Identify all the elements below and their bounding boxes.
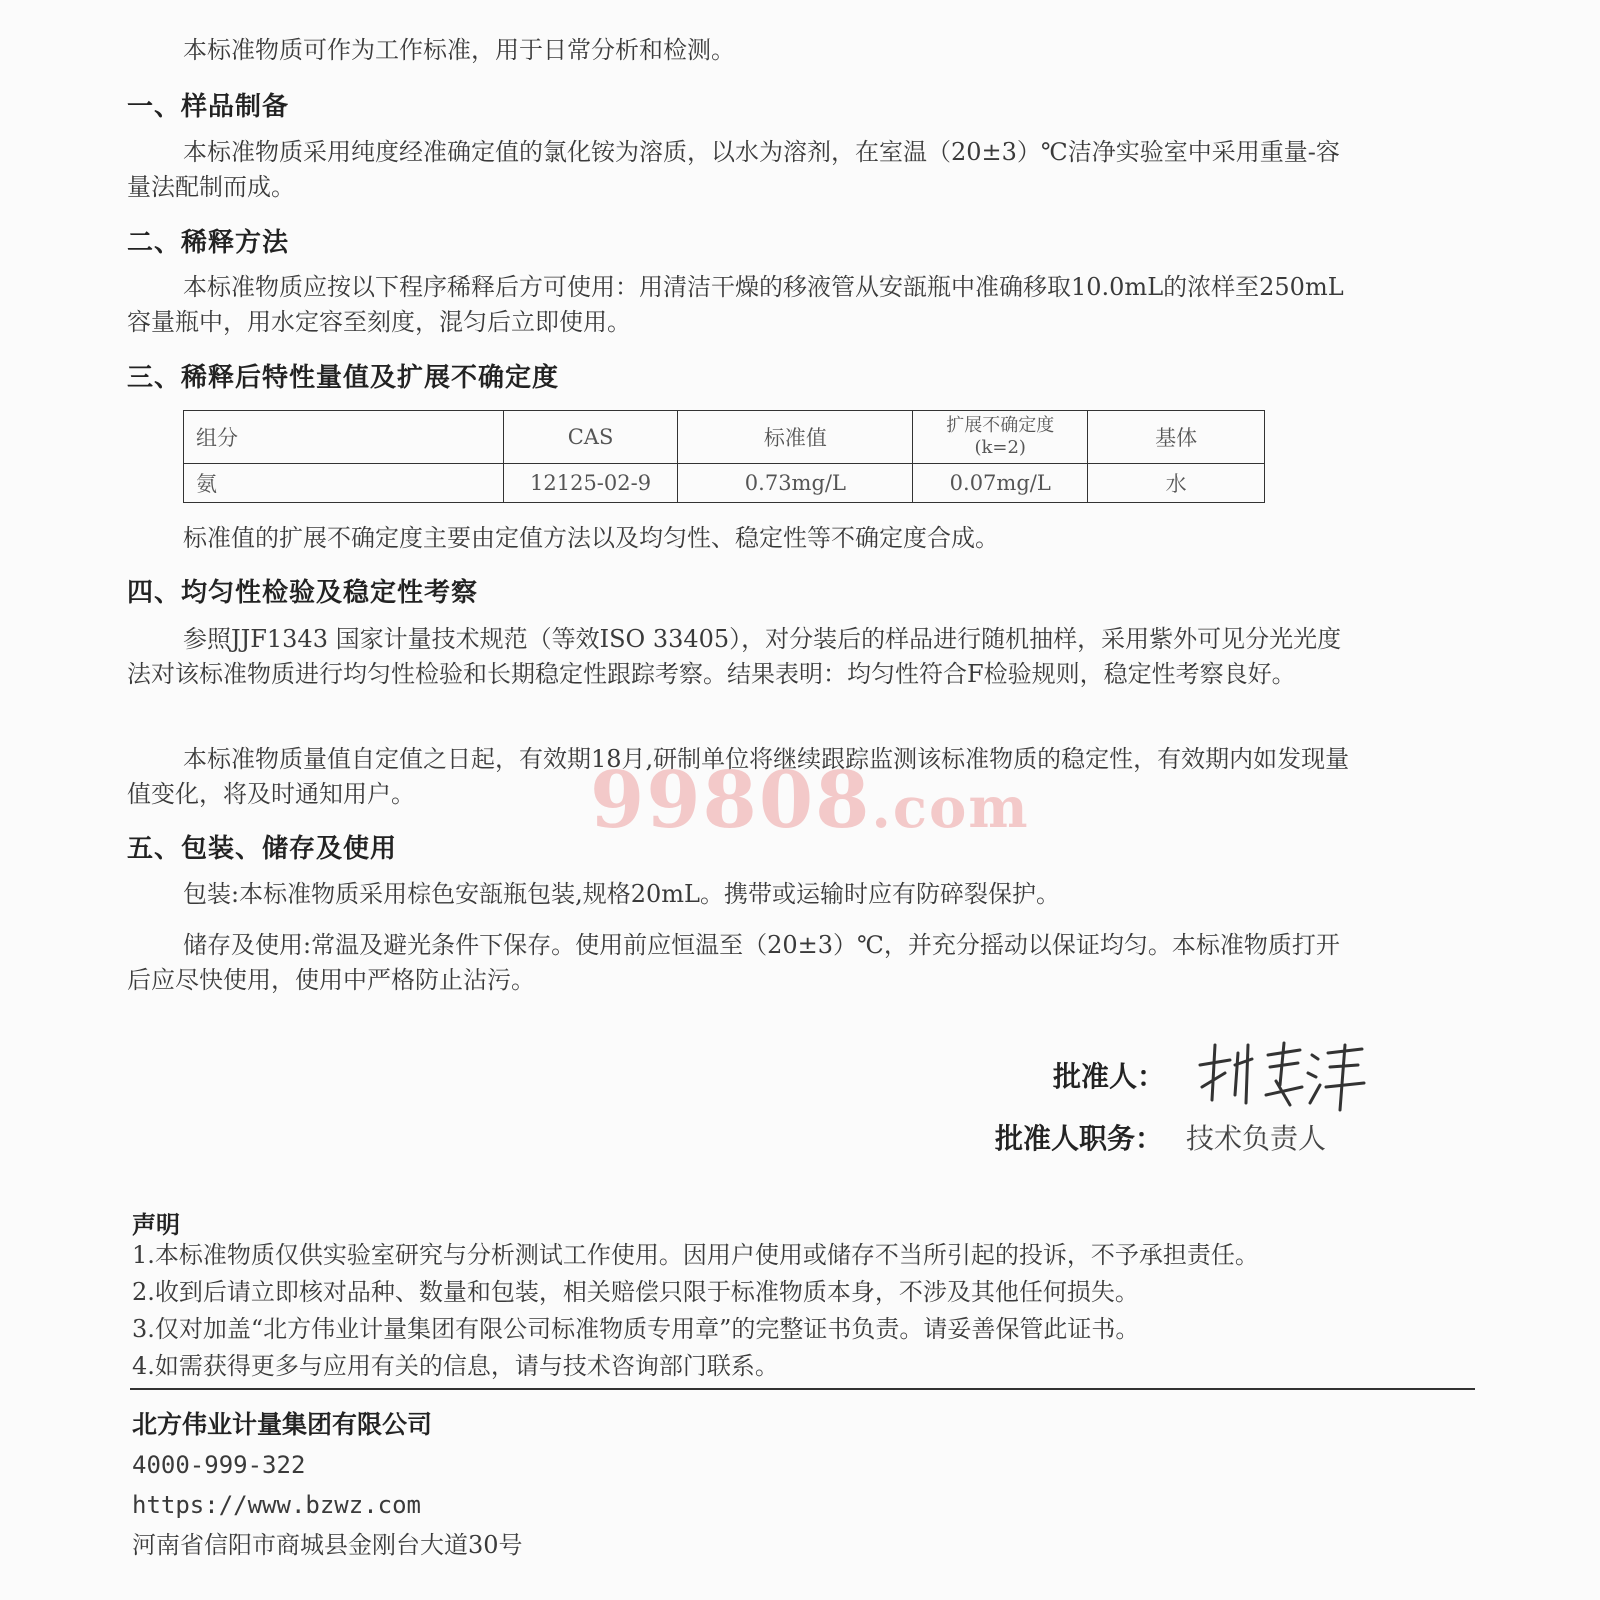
section-heading-2: 二、稀释方法 <box>127 228 290 258</box>
cell-value: 0.73mg/L <box>678 464 913 503</box>
declaration-title: 声明 <box>132 1211 180 1239</box>
declaration-item-1: 1.本标准物质仅供实验室研究与分析测试工作使用。因用户使用或储存不当所引起的投诉，不予承担责任。 <box>132 1241 1259 1269</box>
position-label: 批准人职务： <box>995 1122 1164 1155</box>
section-heading-4: 四、均匀性检验及稳定性考察 <box>127 578 479 608</box>
cell-uncertainty: 0.07mg/L <box>913 464 1088 503</box>
footer-divider <box>130 1388 1475 1390</box>
header-uncertainty-label: 扩展不确定度 <box>946 415 1055 436</box>
table-row <box>184 464 1265 503</box>
header-cas: CAS <box>503 411 678 464</box>
section-3-note: 标准值的扩展不确定度主要由定值方法以及均匀性、稳定性等不确定度合成。 <box>183 524 999 552</box>
section-4-paragraph-1: 参照JJF1343 国家计量技术规范（等效ISO 33405），对分装后的样品进行随机抽样，采用紫外可见分光光度法对该标准物质进行均匀性检验和长期稳定性跟踪考察。结果表明：均匀性符合F检验规则，稳定性考察良好。 <box>127 625 1342 688</box>
property-value-table <box>183 410 1265 503</box>
watermark-suffix: .com <box>871 775 1030 841</box>
section-heading-1: 一、样品制备 <box>127 92 290 122</box>
section-heading-5: 五、包装、储存及使用 <box>127 834 398 864</box>
header-component: 组分 <box>184 411 504 464</box>
position-value: 技术负责人 <box>1186 1122 1327 1155</box>
website-link[interactable]: https://www.bzwz.com <box>132 1491 421 1519</box>
intro-text: 本标准物质可作为工作标准，用于日常分析和检测。 <box>183 36 735 64</box>
section-1-paragraph: 本标准物质采用纯度经准确定值的氯化铵为溶质，以水为溶剂，在室温（20±3）℃洁净实验室中采用重量-容量法配制而成。 <box>127 138 1340 201</box>
header-value: 标准值 <box>678 411 913 464</box>
section-heading-3: 三、稀释后特性量值及扩展不确定度 <box>127 363 560 393</box>
header-uncertainty <box>913 411 1088 464</box>
header-matrix: 基体 <box>1088 411 1265 464</box>
watermark-digits: 99808 <box>590 755 872 846</box>
company-name: 北方伟业计量集团有限公司 <box>132 1410 433 1439</box>
header-uncertainty-k: (k=2) <box>974 437 1026 458</box>
table-header-row <box>184 411 1265 464</box>
handwritten-signature <box>1190 1025 1370 1115</box>
cell-matrix: 水 <box>1088 464 1265 503</box>
approver-label: 批准人： <box>1053 1060 1166 1093</box>
address-text: 河南省信阳市商城县金刚台大道30号 <box>132 1531 523 1559</box>
cell-cas: 12125-02-9 <box>503 464 678 503</box>
declaration-item-3: 3.仅对加盖“北方伟业计量集团有限公司标准物质专用章”的完整证书负责。请妥善保管此证书。 <box>132 1315 1140 1343</box>
section-5-paragraph-1: 包装:本标准物质采用棕色安瓿瓶包装,规格20mL。携带或运输时应有防碎裂保护。 <box>183 880 1060 908</box>
section-4-paragraph-2: 本标准物质量值自定值之日起，有效期18月,研制单位将继续跟踪监测该标准物质的稳定性，有效期内如发现量值变化，将及时通知用户。 <box>127 745 1350 808</box>
phone-number: 4000-999-322 <box>132 1451 306 1479</box>
watermark <box>590 755 1030 846</box>
section-2-paragraph: 本标准物质应按以下程序稀释后方可使用：用清洁干燥的移液管从安瓿瓶中准确移取10.0mL的浓样至250mL容量瓶中，用水定容至刻度，混匀后立即使用。 <box>127 273 1344 336</box>
declaration-item-2: 2.收到后请立即核对品种、数量和包装，相关赔偿只限于标准物质本身，不涉及其他任何损失。 <box>132 1278 1139 1306</box>
declaration-item-4: 4.如需获得更多与应用有关的信息，请与技术咨询部门联系。 <box>132 1352 779 1380</box>
section-5-paragraph-2: 储存及使用:常温及避光条件下保存。使用前应恒温至（20±3）℃，并充分摇动以保证均匀。本标准物质打开后应尽快使用，使用中严格防止沾污。 <box>127 931 1340 994</box>
cell-component: 氨 <box>184 464 504 503</box>
